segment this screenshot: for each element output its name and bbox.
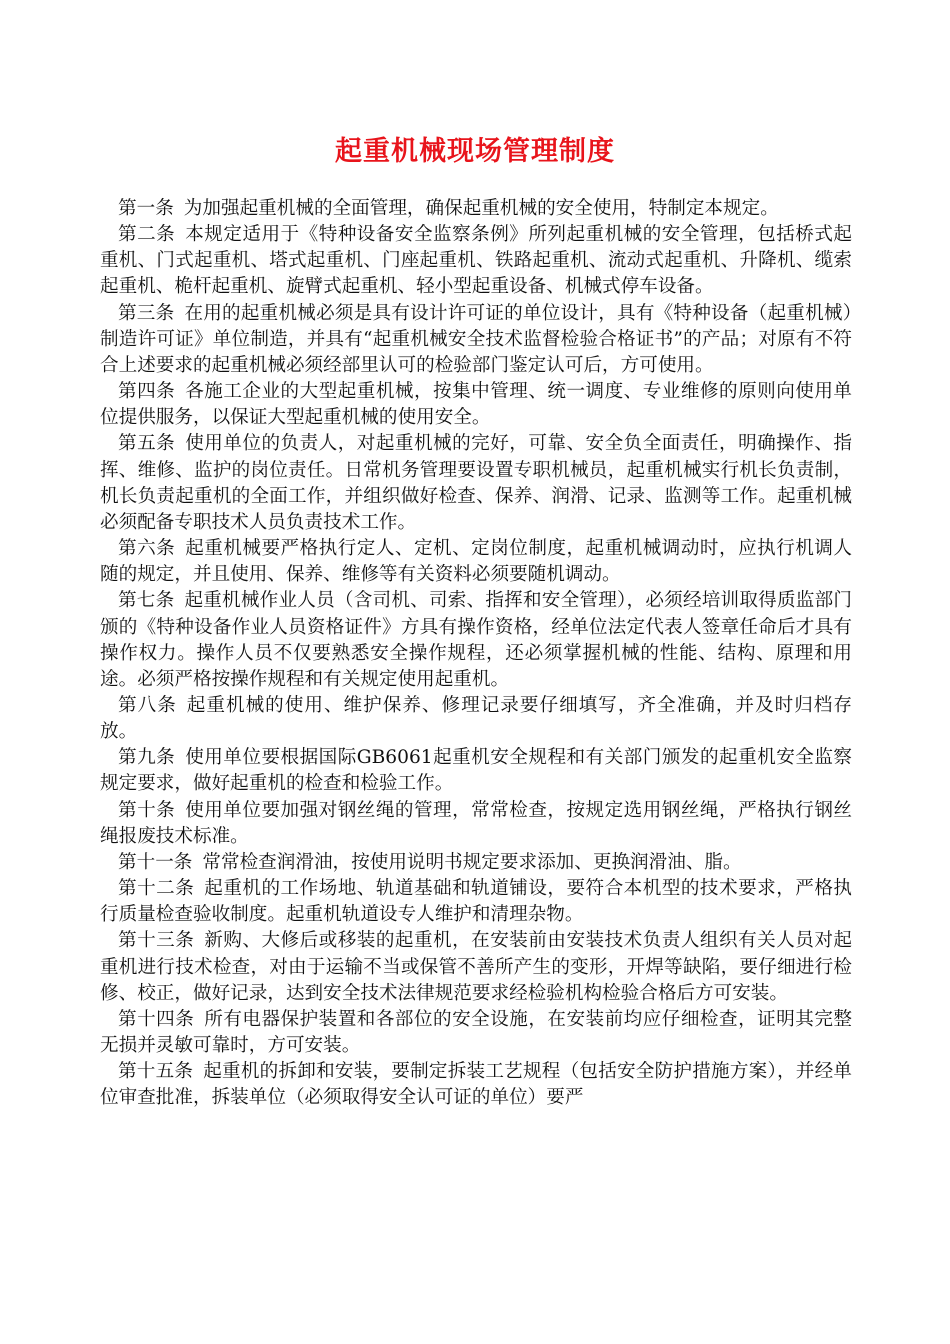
article-text: 常常检查润滑油，按使用说明书规定要求添加、更换润滑油、脂。 (202, 851, 742, 873)
article-paragraph (100, 876, 852, 928)
article-paragraph (100, 928, 852, 1006)
article-number: 第六条 (118, 538, 176, 560)
article-number: 第八条 (118, 694, 177, 716)
article-text: 起重机械的使用、维护保养、修理记录要仔细填写，齐全准确，并及时归档存放。 (100, 694, 852, 743)
article-paragraph (100, 379, 852, 431)
article-text: 所有电器保护装置和各部位的安全设施，在安装前均应仔细检查，证明其完整无损并灵敏可靠时，方可安装。 (100, 1008, 852, 1056)
article-text: 起重机的拆卸和安装，要制定拆装工艺规程（包括安全防护措施方案），并经单位审查批准，拆装单位（必须取得安全认可证的单位）要严 (100, 1061, 852, 1109)
article-paragraph (100, 196, 852, 222)
article-number: 第十二条 (118, 878, 195, 900)
article-paragraph (100, 431, 852, 536)
article-text: 新购、大修后或移装的起重机，在安装前由安装技术负责人组织有关人员对起重机进行技术检查，对由于运输不当或保管不善所产生的变形，开焊等缺陷，要仔细进行检修、校正，做好记录，达到安全技术法律规范要求经检验机构检验合格后方可安装。 (100, 930, 852, 1004)
article-paragraph (100, 301, 852, 379)
article-number: 第二条 (118, 224, 176, 246)
article-text: 本规定适用于《特种设备安全监察条例》所列起重机械的安全管理，包括桥式起重机、门式起重机、塔式起重机、门座起重机、铁路起重机、流动式起重机、升降机、缆索起重机、桅杆起重机、旋臂式起重机、轻小型起重设备、机械式停车设备。 (100, 224, 852, 298)
article-number: 第十五条 (118, 1061, 194, 1083)
article-number: 第七条 (118, 590, 175, 612)
article-paragraph (100, 536, 852, 588)
article-number: 第五条 (118, 433, 176, 455)
article-number: 第九条 (118, 747, 176, 769)
article-text: 各施工企业的大型起重机械，按集中管理、统一调度、专业维修的原则向使用单位提供服务，以保证大型起重机械的使用安全。 (100, 381, 852, 429)
article-paragraph (100, 1007, 852, 1059)
article-text: 起重机的工作场地、轨道基础和轨道铺设，要符合本机型的技术要求，严格执行质量检查验收制度。起重机轨道设专人维护和清理杂物。 (100, 878, 852, 926)
article-number: 第十三条 (118, 930, 195, 952)
article-paragraph (100, 1059, 852, 1111)
article-number: 第十条 (118, 799, 176, 821)
article-number: 第三条 (118, 302, 175, 324)
article-number: 第一条 (118, 198, 174, 219)
article-paragraph (100, 745, 852, 797)
document-title: 起重机械现场管理制度 (335, 136, 615, 167)
article-text: 使用单位要根据国际GB6061起重机安全规程和有关部门颁发的起重机安全监察规定要求，做好起重机的检查和检验工作。 (100, 747, 852, 795)
article-text: 使用单位要加强对钢丝绳的管理，常常检查，按规定选用钢丝绳，严格执行钢丝绳报废技术标准。 (100, 799, 852, 847)
article-paragraph (100, 693, 852, 745)
article-paragraph (100, 798, 852, 850)
document-body (100, 196, 852, 1111)
article-paragraph (100, 588, 852, 693)
article-text: 使用单位的负责人，对起重机械的完好，可靠、安全负全面责任，明确操作、指挥、维修、监护的岗位责任。日常机务管理要设置专职机械员，起重机械实行机长负责制，机长负责起重机的全面工作，并组织做好检查、保养、润滑、记录、监测等工作。起重机械必须配备专职技术人员负责技术工作。 (100, 433, 852, 533)
article-text: 为加强起重机械的全面管理，确保起重机械的安全使用，特制定本规定。 (183, 198, 779, 219)
article-paragraph (100, 850, 852, 876)
article-text: 起重机械作业人员（含司机、司索、指挥和安全管理），必须经培训取得质监部门颁的《特种设备作业人员资格证件》方具有操作资格，经单位法定代表人签章任命后才具有操作权力。操作人员不仅要熟悉安全操作规程，还必须掌握机械的性能、结构、原理和用途。必须严格按操作规程和有关规定使用起重机。 (100, 590, 852, 690)
article-number: 第四条 (118, 381, 176, 403)
article-number: 第十一条 (118, 851, 193, 873)
article-number: 第十四条 (118, 1008, 195, 1030)
article-paragraph (100, 222, 852, 300)
article-text: 起重机械要严格执行定人、定机、定岗位制度，起重机械调动时，应执行机调人随的规定，并且使用、保养、维修等有关资料必须要随机调动。 (100, 538, 852, 586)
article-text: 在用的起重机械必须是具有设计许可证的单位设计，具有《特种设备（起重机械）制造许可证》单位制造，并具有“起重机械安全技术监督检验合格证书”的产品；对原有不符合上述要求的起重机械必须经部里认可的检验部门鉴定认可后，方可使用。 (100, 302, 852, 376)
